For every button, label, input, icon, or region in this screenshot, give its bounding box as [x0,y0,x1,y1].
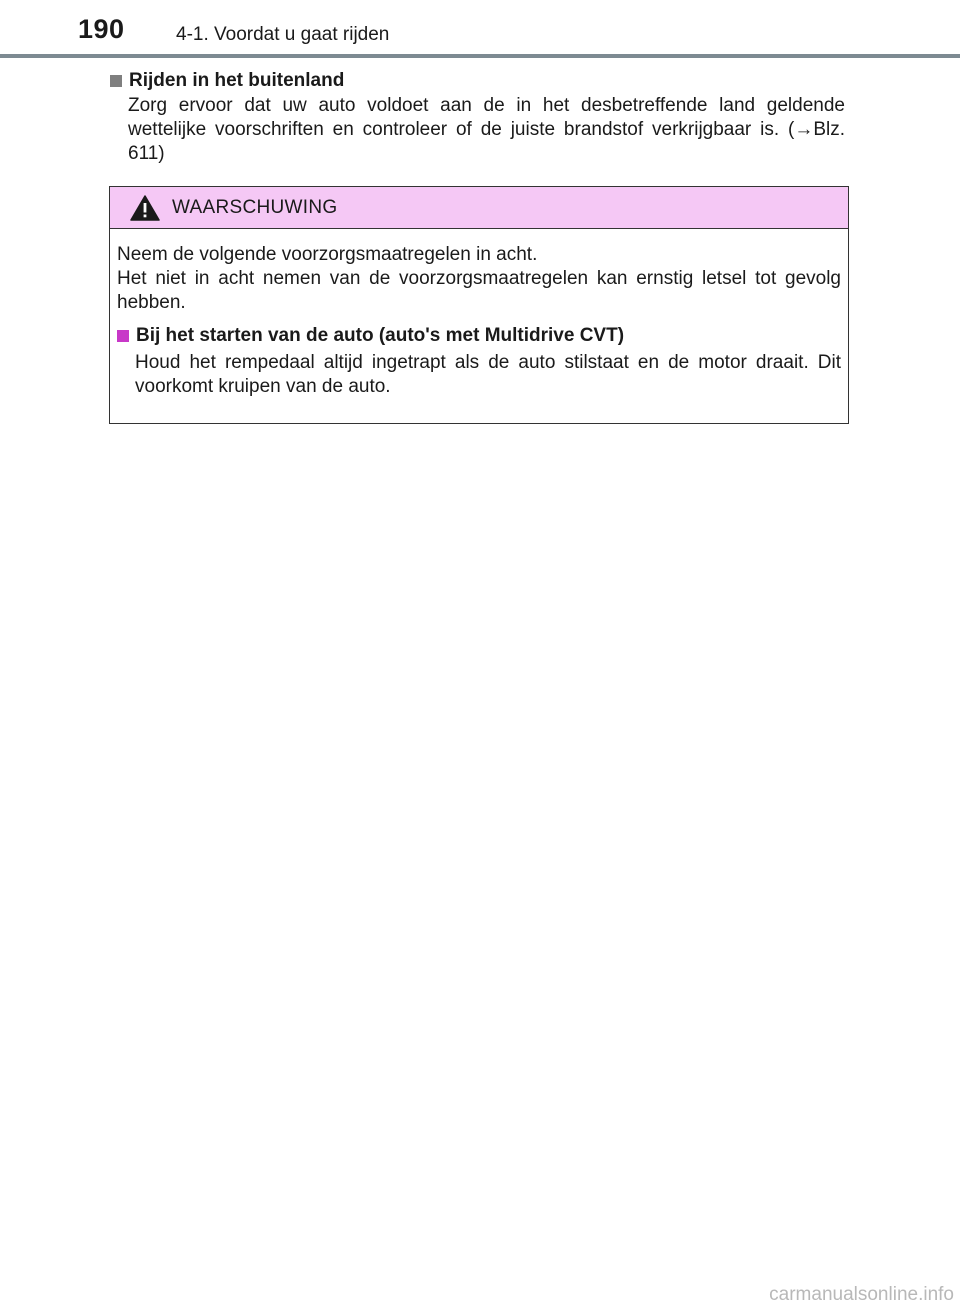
warning-intro [117,243,841,315]
section-heading-text: Rijden in het buitenland [129,70,345,91]
warning-title: WAARSCHUWING [172,196,338,218]
square-bullet-icon [110,75,122,87]
watermark: carmanualsonline.info [769,1284,954,1305]
warning-box [109,186,849,424]
warning-sub-heading [117,324,841,348]
warning-sub-body: Houd het rempedaal altijd ingetrapt als de auto stilstaat en de motor draait. Dit voorkomt kruipen van de auto. [135,352,841,397]
page-header [0,0,960,60]
warning-content [110,229,848,399]
section-driving-abroad [110,68,845,166]
page-number: 190 [78,14,125,44]
header-divider [0,54,960,58]
section-heading [110,68,845,94]
section-title: 4-1. Voordat u gaat rijden [176,24,390,45]
warning-triangle-icon [130,195,160,221]
warning-intro-line: Neem de volgende voorzorgsmaatregelen in acht. [117,244,538,265]
warning-sub-heading-text: Bij het starten van de auto (auto's met Multidrive CVT) [136,325,625,346]
warning-header [110,187,848,229]
warning-intro-line: Het niet in acht nemen van de voorzorgsmaatregelen kan ernstig letsel tot gevolg hebben. [117,268,841,313]
section-body: Zorg ervoor dat uw auto voldoet aan de in het desbetreffende land geldende wettelijke voorschriften en controleer of de juiste brandstof verkrijgbaar is. (→Blz. 611) [128,95,845,164]
square-bullet-icon [117,330,129,342]
